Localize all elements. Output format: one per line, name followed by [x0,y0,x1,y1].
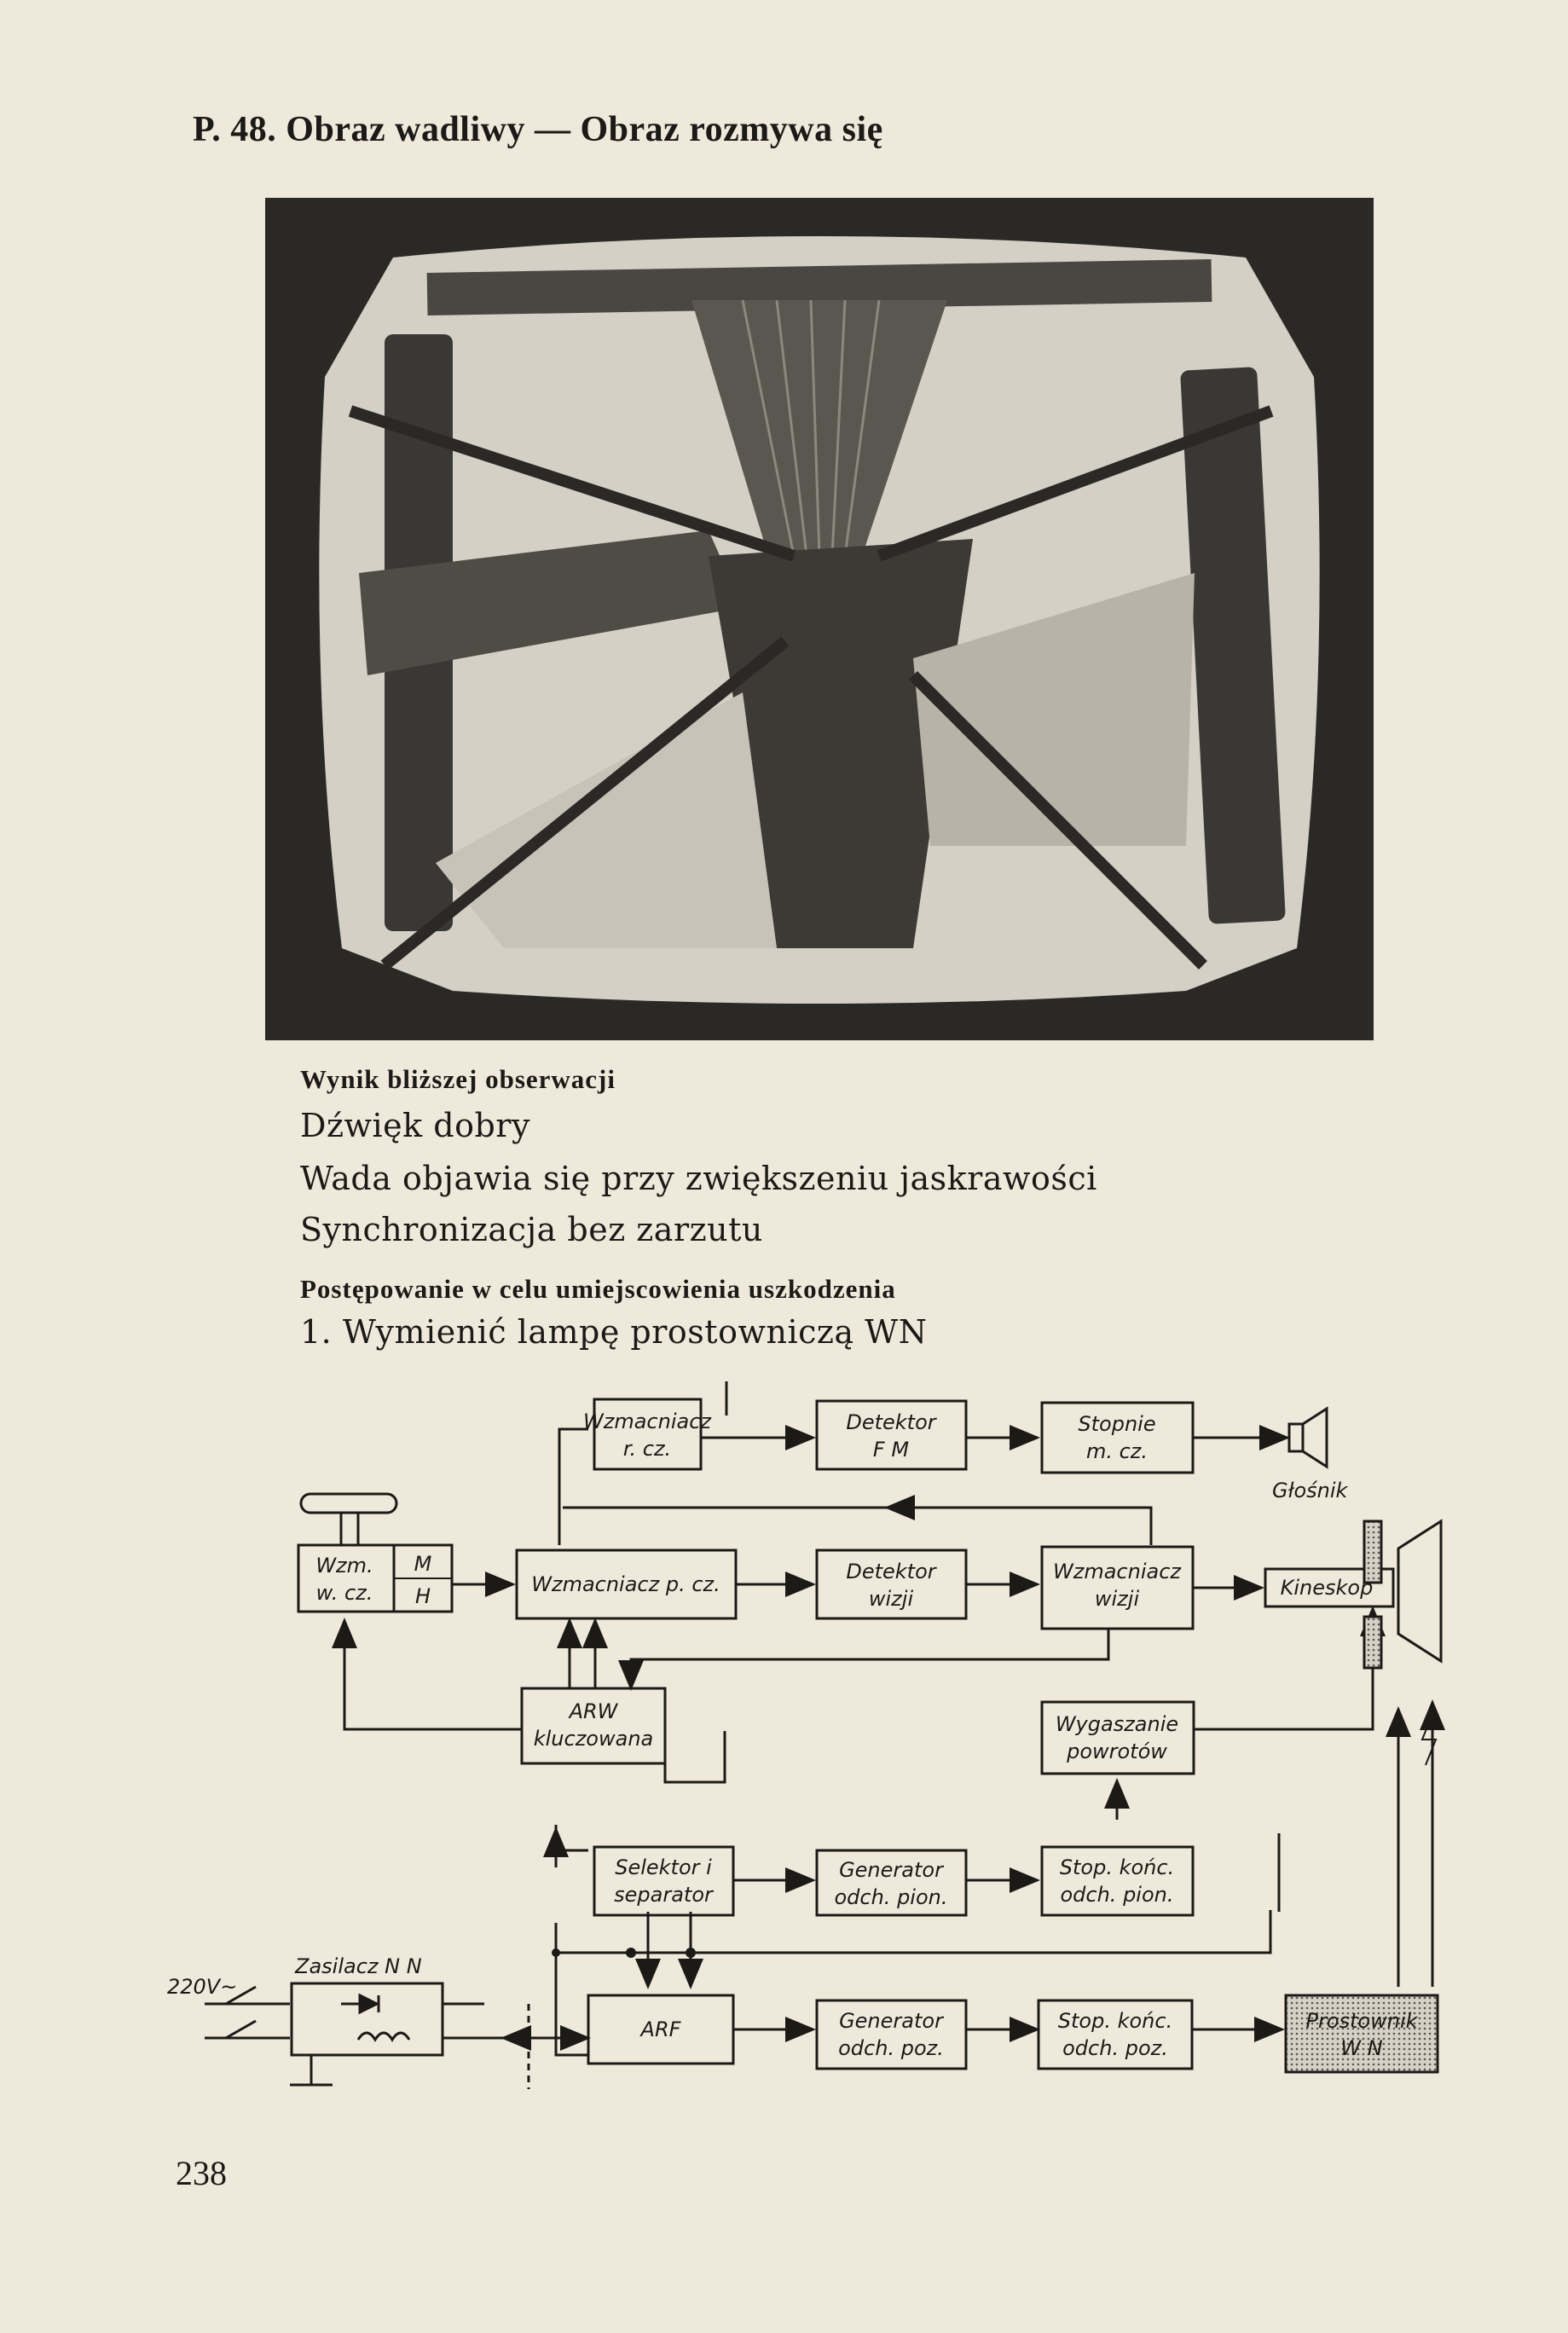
selektor-label: Selektor i [615,1855,712,1879]
mains-label: 220V~ [167,1975,238,1999]
wzm-pcz-label: Wzmacniacz p. cz. [531,1572,720,1596]
block-diagram [0,1364,1568,2115]
detektor-fm-label: F M [872,1438,910,1462]
wzm-wizji-label: Wzmacniacz [1053,1560,1181,1583]
detektor-wizji-label: wizji [868,1587,914,1611]
observation-heading: Wynik bliższej obserwacji [300,1064,616,1094]
detektor-wizji-label: Detektor [846,1560,936,1583]
page-number: 238 [176,2154,227,2192]
arw-label: ARW [569,1699,618,1723]
prostownik-label: W N [1340,2036,1383,2060]
block-prostownik [1286,1995,1438,2072]
procedure-heading: Postępowanie w celu umiejscowienia uszkodzenia [300,1274,896,1304]
kineskop-label: Kineskop [1280,1576,1374,1600]
gen-pion-label: Generator [839,1858,943,1882]
stop-poz-label: Stop. końc. [1057,2009,1173,2033]
gen-poz-label: odch. poz. [838,2036,944,2060]
wzm-rcz-label: Wzmacniacz [583,1410,711,1433]
wzm-wcz-label: Wzm. [315,1554,373,1578]
wzm-wizji-label: wizji [1094,1587,1140,1611]
page-title: P. 48. Obraz wadliwy — Obraz rozmywa się [193,110,883,149]
arw-label: kluczowana [533,1727,654,1751]
detektor-fm-label: Detektor [846,1410,936,1434]
selektor-label: separator [614,1883,713,1907]
coil-icon [358,2033,409,2040]
stopnie-mcz-label: Stopnie [1078,1412,1156,1436]
stopnie-mcz-label: m. cz. [1085,1439,1149,1463]
diode-icon [341,1995,379,2012]
speaker-label: Głośnik [1272,1479,1348,1502]
tv-screen-photo [265,198,1374,1040]
arf-label: ARF [640,2017,681,2041]
spark-icon [1422,1714,1436,1765]
wzm-wcz-h-label: H [414,1584,431,1608]
gen-poz-label: Generator [839,2009,943,2033]
observation-line: Dźwięk dobry [300,1107,530,1144]
wzm-wcz-m-label: M [414,1552,432,1576]
wzm-wcz-label: w. cz. [315,1581,373,1605]
zasilacz-label: Zasilacz N N [295,1954,422,1978]
stop-pion-label: odch. pion. [1060,1883,1174,1907]
wzm-rcz-label: r. cz. [622,1437,672,1461]
procedure-step: 1. Wymienić lampę prostowniczą WN [300,1313,928,1351]
gen-pion-label: odch. pion. [834,1885,948,1909]
speaker-icon [1289,1409,1327,1467]
stop-pion-label: Stop. końc. [1059,1855,1175,1879]
prostownik-label: Prostownik [1305,2009,1418,2033]
observation-line: Wada objawia się przy zwiększeniu jaskrawości [300,1160,1097,1197]
wygaszanie-label: Wygaszanie [1055,1712,1179,1736]
wygaszanie-label: powrotów [1067,1740,1167,1763]
stop-poz-label: odch. poz. [1062,2036,1168,2060]
block-zasilacz [292,1983,443,2055]
antenna-icon [301,1494,396,1545]
observation-line: Synchronizacja bez zarzutu [300,1211,763,1248]
